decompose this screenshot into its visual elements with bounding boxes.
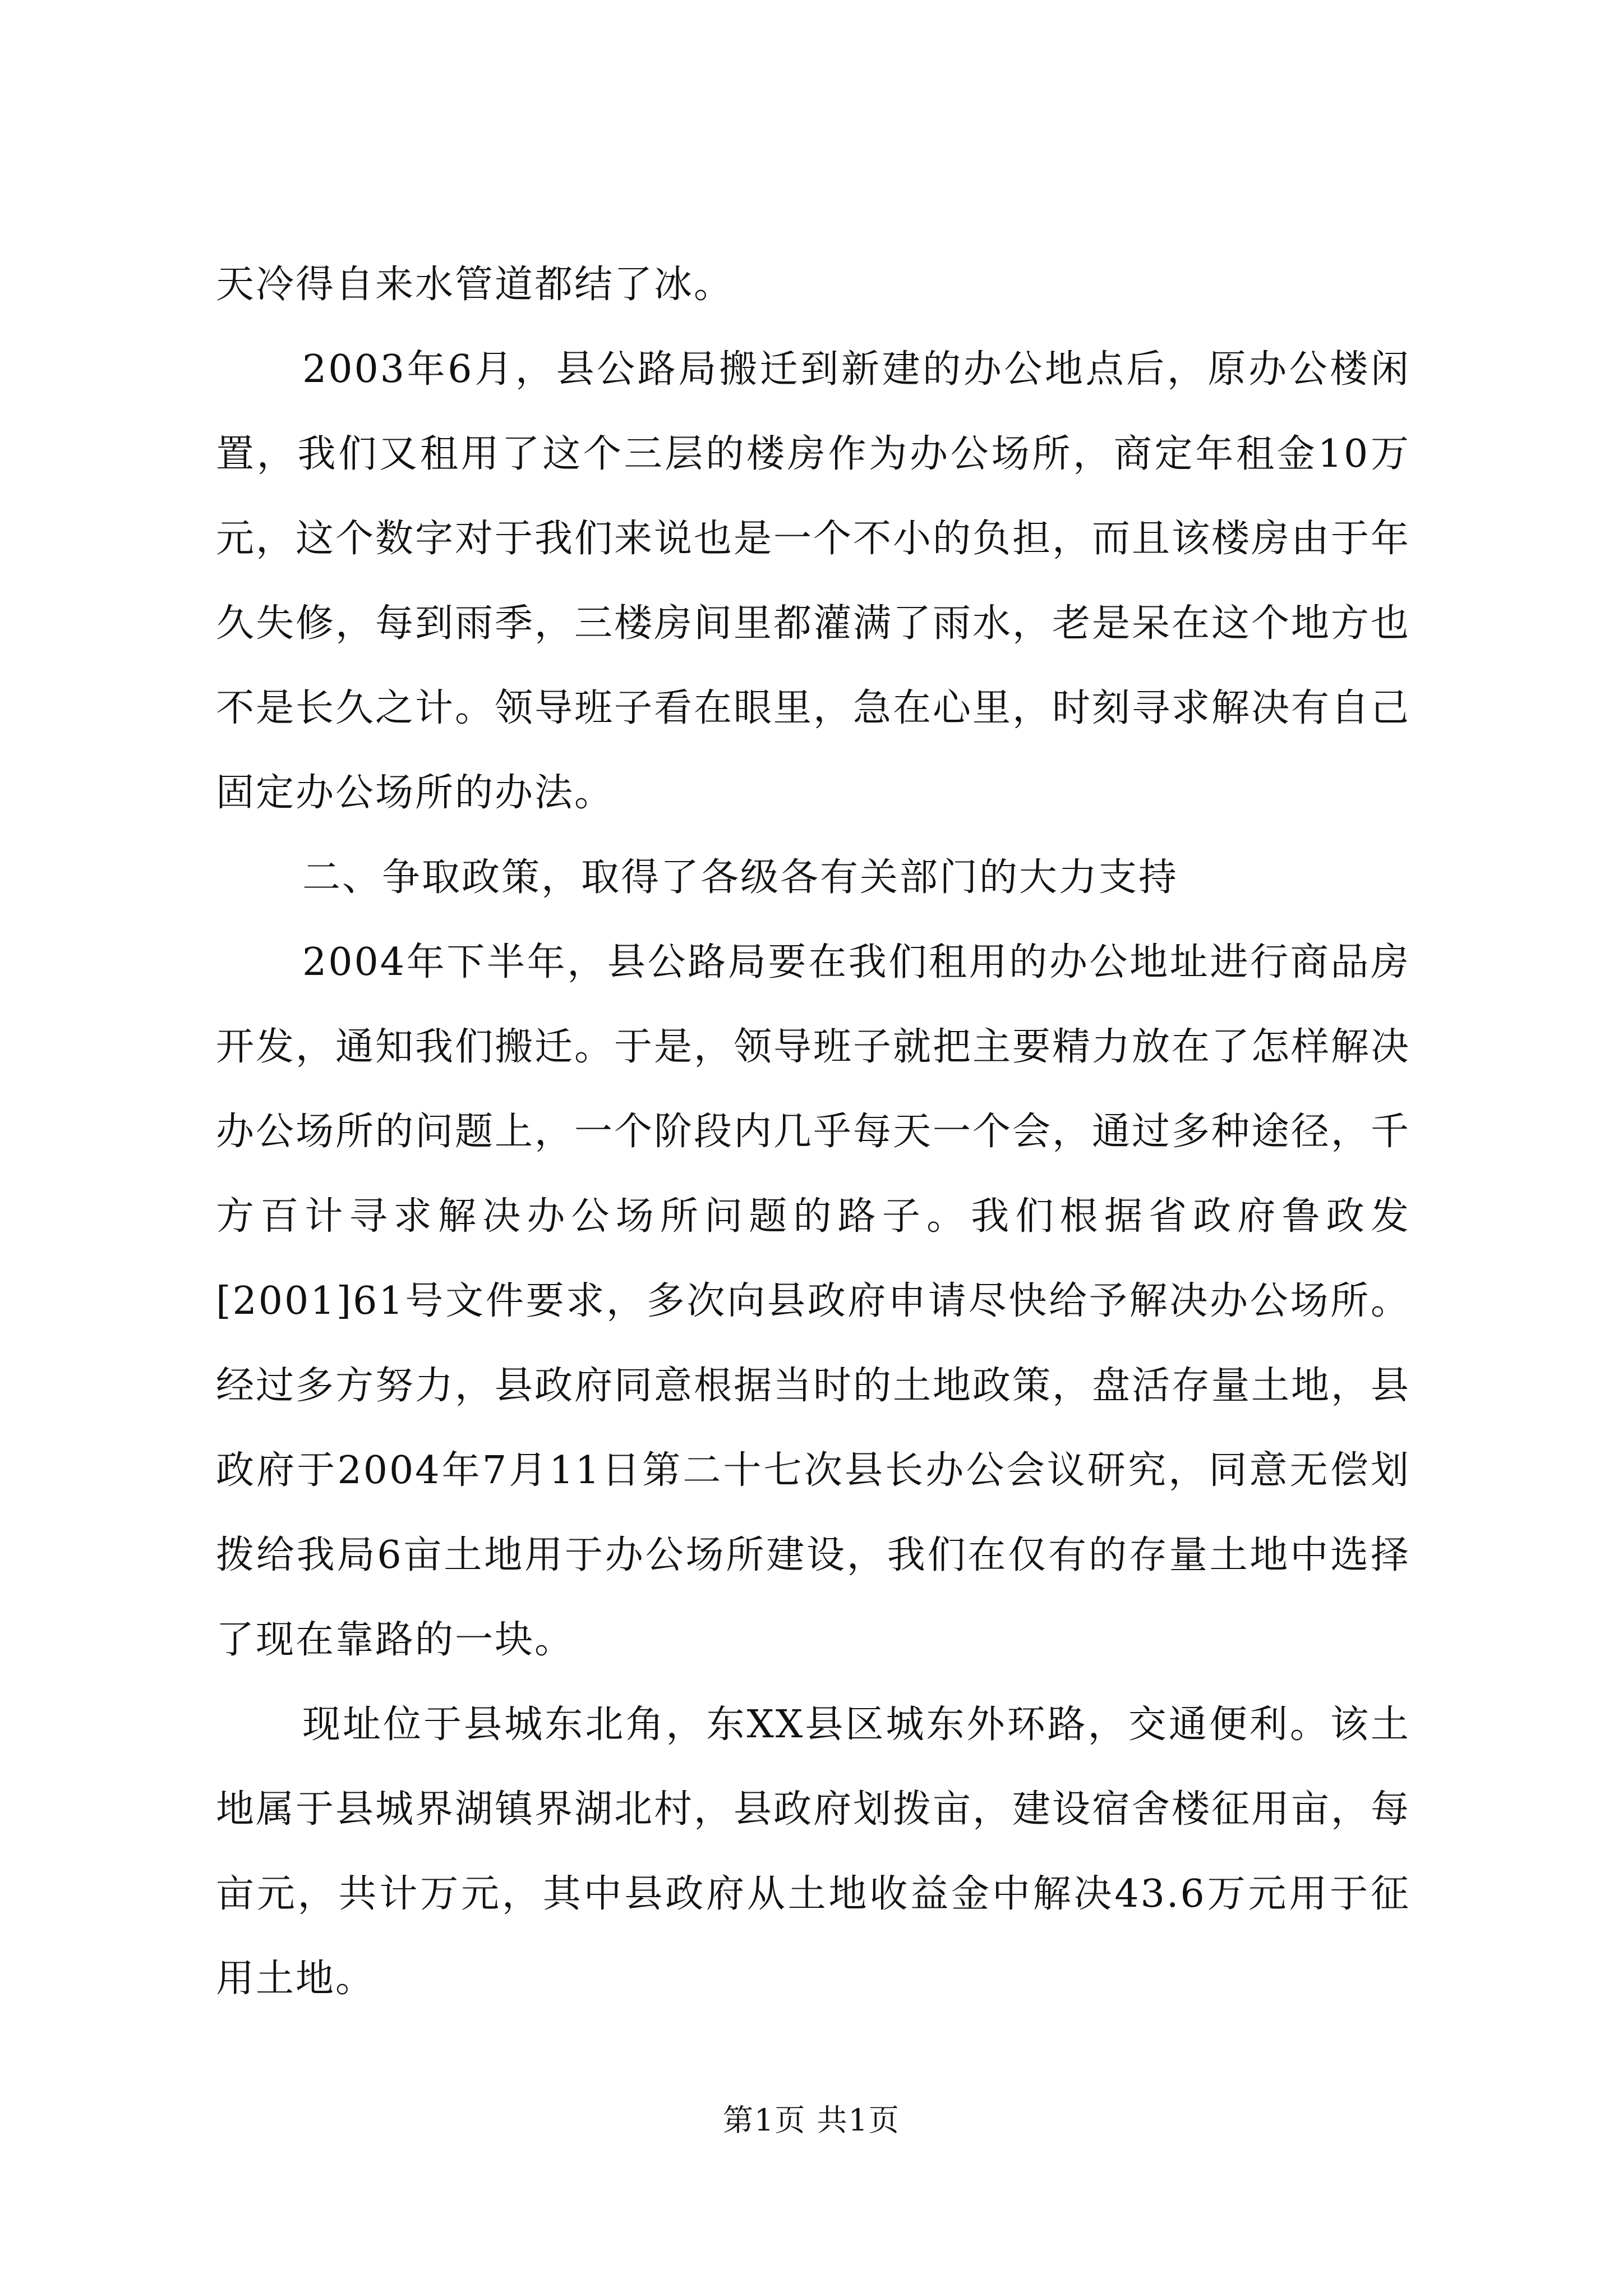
paragraph-2004-land-allocation: 2004年下半年，县公路局要在我们租用的办公地址进行商品房开发，通知我们搬迁。于是，领导班子就把主要精力放在了怎样解决办公场所的问题上，一个阶段内几乎每天一个会，通过多种途径，千方百计寻求解决办公场所问题的路子。我们根据省政府鲁政发[2001]61号文件要求，多次向县政府申请尽快给予解决办公场所。经过多方努力，县政府同意根据当时的土地政策，盘活存量土地，县政府于2004年7月11日第二十七次县长办公会议研究，同意无偿划拨给我局6亩土地用于办公场所建设，我们在仅有的存量土地中选择了现在靠路的一块。 xyxy=(216,940,1411,1662)
section-heading-policy-support: 二、争取政策，取得了各级各有关部门的大力支持 xyxy=(302,855,1179,900)
document-body xyxy=(216,242,1410,2021)
paragraph-continuation: 天冷得自来水管道都结了冰。 xyxy=(216,263,734,307)
paragraph-2003-office-rental: 2003年6月，县公路局搬迁到新建的办公地点后，原办公楼闲置，我们又租用了这个三层的楼房作为办公场所，商定年租金10万元，这个数字对于我们来说也是一个不小的负担，而且该楼房由于年久失修，每到雨季，三楼房间里都灌满了雨水，老是呆在这个地方也不是长久之计。领导班子看在眼里，急在心里，时刻寻求解决有自己固定办公场所的办法。 xyxy=(216,347,1411,815)
page-number-footer: 第1页 共1页 xyxy=(723,2102,900,2138)
paragraph-site-location: 现址位于县城东北角，东XX县区城东外环路，交通便利。该土地属于县城界湖镇界湖北村，县政府划拨亩，建设宿舍楼征用亩，每亩元，共计万元，其中县政府从土地收益金中解决43.6万元用于征用土地。 xyxy=(216,1703,1411,2001)
